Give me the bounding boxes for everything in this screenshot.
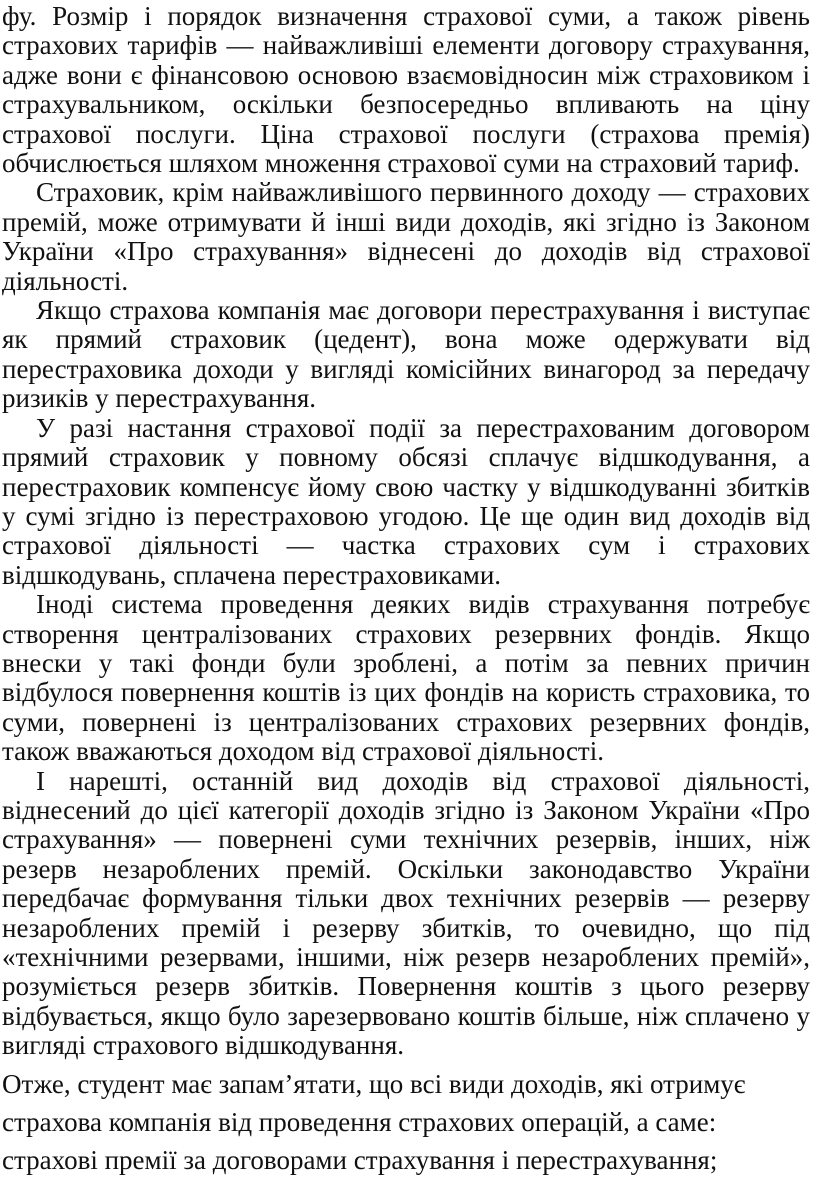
paragraph-reinsurance-commission: Якщо страхова компанія має договори перестрахування і виступає як прямий страховик (цедент), вона може одержувати від перестраховика доходи у вигляді комісійних винагород за передачу ризиків у перестрахування. (2, 295, 810, 414)
closing-line: страхові премії за договорами страхування і перестрахування; (2, 1144, 718, 1175)
paragraph-technical-reserves: І нарешті, останній вид доходів від страхової діяльності, віднесений до цієї категорії доходів згідно із Законом України «Про страхування» — повернені суми технічних резервів, інших, ніж резерв незароблених премій. Оскільки законодавство України передбачає формування тільки двох технічних резервів — резерву незароблених премій і резерву збитків, то очевидно, що під «технічними резервами, іншими, ніж резерв незароблених премій», розуміється резерв збитків. Повернення коштів з цього резерву відбувається, якщо було зарезервовано коштів більше, ніж сплачено у вигляді страхового відшкодування. (2, 765, 810, 1061)
paragraph-centralized-funds: Іноді система проведення деяких видів страхування потребує створення централізованих страхових резервних фондів. Якщо внески у такі фонди були зроблені, а потім за певних причин відбулося повернення коштів із цих фондів на користь страховика, то суми, повернені із централізованих страхових резервних фондів, також вважаються доходом від страхової діяльності. (2, 589, 810, 767)
document-page (2, 2, 810, 1179)
paragraph-reinsurer-share: У разі настання страхової події за перестрахованим договором прямий страховик у повному обсязі сплачує відшкодування, а перестраховик компенсує йому свою частку у відшкодуванні збитків у сумі згідно із перестраховою угодою. Це ще один вид доходів від страхової діяльності — частка страхових сум і страхових відшкодувань, сплачена перестраховиками. (2, 412, 810, 590)
closing-line: Отже, студент має запам’ятати, що всі види доходів, які отримує (2, 1068, 746, 1099)
paragraph-continuation: фу. Розмір і порядок визначення страхової суми, а також рівень страхових тарифів — найважливіші елементи договору страхування, адже вони є фінансовою основою взаємовідносин між страховиком і страхувальником, оскільки безпосередньо впливають на ціну страхової послуги. Ціна страхової послуги (страхова премія) обчислюється шляхом множення страхової суми на страховий тариф. (2, 1, 810, 179)
closing-text (2, 1065, 810, 1179)
closing-line: страхова компанія від проведення страхових операцій, а саме: (2, 1106, 717, 1137)
paragraph-other-income: Страховик, крім найважливішого первинного доходу — страхових премій, може отримувати й інші види доходів, які згідно із Законом України «Про страхування» віднесені до доходів від страхової діяльності. (2, 177, 810, 296)
